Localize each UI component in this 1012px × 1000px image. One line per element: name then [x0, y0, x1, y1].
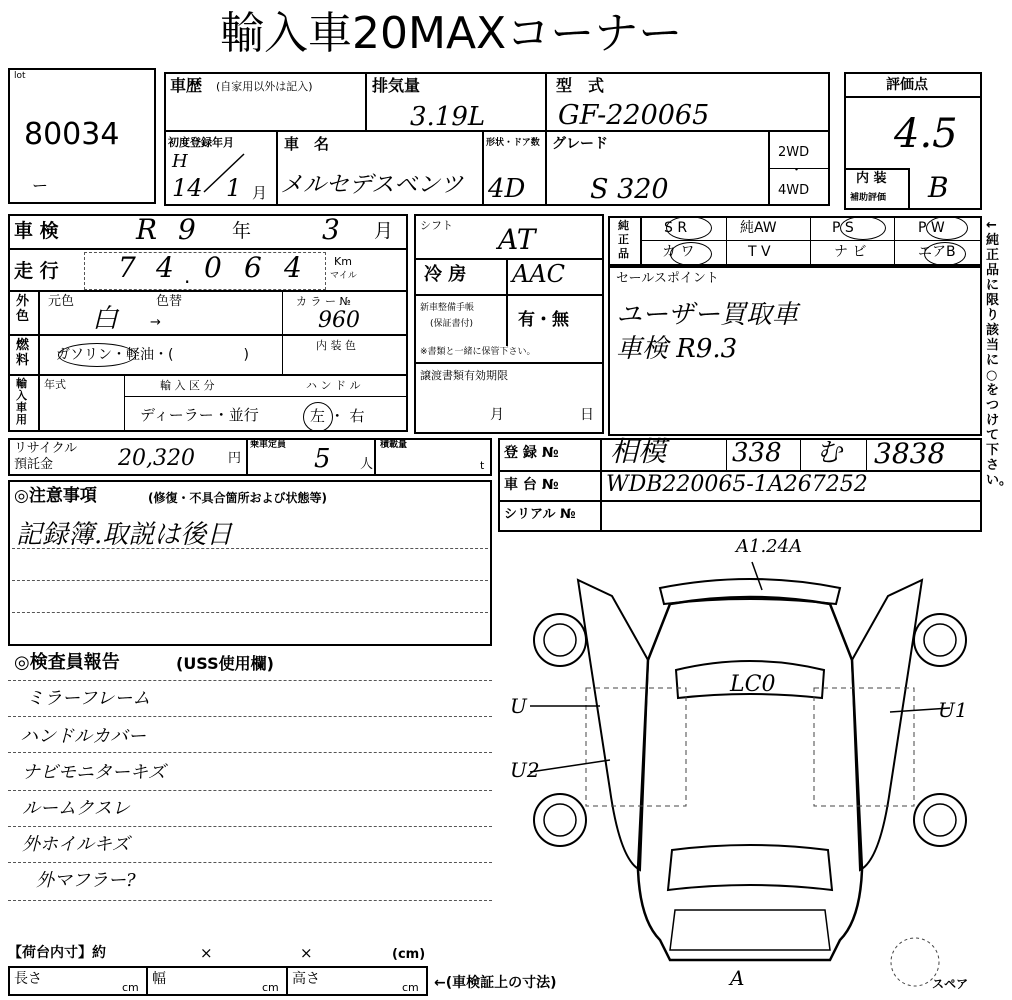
doors-label: 形状・ドア数 [486, 138, 540, 148]
interior-label-top: 内 装 [856, 171, 887, 186]
cargo-width-unit: cm [262, 981, 279, 994]
mileage-digit-5: 4 [284, 251, 302, 284]
diagram-front-mark: A1.24A [736, 536, 803, 557]
manual-label-top: 新車整備手帳 [420, 303, 475, 313]
score-label: 評価点 [886, 77, 928, 93]
mileage-label: 走 行 [14, 260, 59, 282]
genuine-sr-circle [666, 216, 712, 240]
displacement-value: 3.19L [410, 102, 486, 132]
mileage-digit-4: 6 [244, 251, 262, 284]
genuine-airbag: エアB [918, 244, 956, 260]
page-title: 輸入車20MAXコーナー [220, 8, 683, 59]
transfer-month: 月 [490, 407, 504, 423]
import-type-value: ディーラー・並行 [140, 406, 259, 424]
diagram-roof-mark: LC0 [730, 672, 776, 697]
grade-label: グレード [552, 136, 608, 152]
chassis-value: WDB220065-1A267252 [606, 472, 868, 497]
lot-dash: ー [32, 176, 49, 195]
genuine-right-note: ←純正品に限り該当に○をつけて下さい。 [986, 218, 1012, 488]
inspector-line-1: ミラーフレーム [26, 688, 151, 709]
inspector-line-6: 外マフラー? [36, 870, 136, 891]
genuine-aw: 純AW [740, 220, 777, 236]
first-reg-label: 初度登録年月 [168, 136, 234, 149]
genuine-tv: T V [748, 244, 771, 260]
sales-point-line2: 車検 R9.3 [616, 334, 738, 364]
fuel-options: ガソリン・軽油・( ) [56, 347, 249, 363]
first-reg-slash [200, 148, 250, 202]
load-label: 積載量 [380, 440, 408, 450]
first-reg-month: 1 [226, 174, 242, 202]
mileage-digit-2: 4 [156, 251, 174, 284]
genuine-kawa: カ ワ [662, 244, 695, 260]
fuel-label: 燃料 [16, 338, 30, 368]
cargo-length-label: 長さ [14, 971, 42, 987]
car-diagram [500, 536, 1000, 1000]
mileage-digit-3: 0 [204, 251, 222, 284]
inspection-label: 車 検 [14, 220, 59, 242]
genuine-kawa-circle [670, 242, 712, 266]
inspector-line-2: ハンドルカバー [20, 726, 146, 747]
sales-point-label: セールスポイント [616, 271, 719, 286]
ac-label: 冷 房 [424, 264, 467, 285]
cargo-unit: (cm) [392, 947, 426, 962]
registration-kana: む [816, 438, 843, 468]
diagram-left-mark-2: U2 [510, 758, 540, 782]
registration-class: 338 [732, 438, 782, 468]
manual-value: 有・無 [518, 310, 569, 330]
diagram-rear-mark: A [730, 966, 745, 990]
genuine-airbag-circle [924, 242, 966, 266]
cargo-height-label: 高さ [292, 971, 320, 987]
genuine-sr: S R [664, 220, 688, 236]
cargo-x1: × [200, 944, 213, 962]
notes-sub: (修復・不具合箇所および状態等) [148, 491, 327, 505]
ac-value: AAC [512, 260, 566, 288]
inspection-month-unit: 月 [374, 220, 394, 242]
import-type-label: 輸 入 区 分 [160, 379, 215, 392]
manual-note: ※書類と一緒に保管下さい。 [420, 347, 536, 357]
manual-label-bottom: (保証書付) [430, 319, 474, 329]
recycle-label-bottom: 預託金 [14, 457, 54, 472]
genuine-ps-circle [840, 216, 886, 240]
lot-box [8, 68, 156, 204]
interior-label-bottom: 補助評価 [850, 193, 887, 203]
capacity-label: 乗車定員 [250, 440, 287, 450]
car-name-label: 車 名 [284, 135, 330, 153]
exterior-orig-label: 元色 [48, 294, 75, 309]
cargo-label: 【荷台内寸】約 [8, 945, 106, 961]
model-code-label: 型 式 [556, 76, 605, 95]
load-unit: t [480, 459, 485, 472]
score-value: 4.5 [894, 111, 958, 157]
inspector-label: ◎検査員報告 [14, 652, 120, 673]
color-no-label: カ ラ ー № [296, 295, 351, 308]
chassis-label: 車 台 № [504, 477, 559, 493]
inspector-line-4: ルームクスレ [22, 798, 130, 819]
cargo-width-label: 幅 [152, 971, 166, 987]
genuine-side-label: 純正品 [618, 219, 629, 260]
color-no-value: 960 [318, 308, 360, 333]
interior-value: B [928, 171, 949, 204]
handle-label: ハ ン ド ル [306, 379, 361, 392]
transfer-day: 日 [580, 407, 594, 423]
capacity-unit: 人 [360, 457, 374, 472]
genuine-ps: P S [832, 220, 854, 236]
diagram-left-mark-1: U [510, 694, 527, 718]
mileage-unit-bottom: マイル [330, 271, 357, 281]
drive-4wd: 4WD [778, 183, 810, 198]
recycle-label-top: リサイクル [14, 441, 78, 456]
interior-color-label: 内 装 色 [316, 339, 356, 352]
cargo-x2: × [300, 944, 313, 962]
notes-line1: 記録簿.取説は後日 [16, 520, 233, 550]
lot-number: 80034 [24, 117, 120, 152]
handle-value: 左 ・ 右 [310, 407, 365, 425]
cargo-length-unit: cm [122, 981, 139, 994]
sales-point-line1: ユーザー買取車 [616, 300, 799, 330]
registration-number: 3838 [874, 437, 946, 470]
exterior-change-label: 色替 [156, 294, 183, 309]
recycle-value: 20,320 [118, 446, 195, 471]
notes-label: ◎注意事項 [14, 486, 97, 506]
drive-2wd: 2WD [778, 145, 810, 160]
import-label: 輸入車用 [16, 377, 27, 426]
drive-dot: ・ [790, 163, 804, 178]
mileage-unit-top: Km [334, 255, 352, 268]
inspection-year: 9 [178, 213, 196, 246]
car-name-value: メルセデスベンツ [280, 172, 464, 198]
diagram-spare-label: スペア [932, 977, 969, 991]
doors-value: 4D [488, 174, 526, 204]
cargo-grid [8, 966, 428, 996]
first-reg-year: 14 [172, 174, 203, 202]
import-year-label: 年式 [44, 378, 66, 391]
cargo-note: ←(車検証上の寸法) [434, 975, 557, 991]
displacement-label: 排気量 [372, 76, 421, 95]
transfer-label: 譲渡書類有効期限 [420, 369, 508, 382]
registration-area: 相模 [610, 435, 667, 468]
model-code-value: GF-220065 [558, 100, 710, 131]
registration-label: 登 録 № [504, 445, 559, 461]
mileage-digit-1: 7 [118, 251, 136, 284]
first-reg-month-unit: 月 [252, 184, 268, 202]
inspection-month: 3 [322, 213, 340, 246]
inspector-line-3: ナビモニターキズ [22, 762, 166, 783]
grade-value: S 320 [590, 174, 669, 205]
cargo-height-unit: cm [402, 981, 419, 994]
genuine-navi: ナ ビ [834, 244, 867, 260]
diagram-right-mark-1: U1 [938, 698, 968, 722]
exterior-orig-value: 白 [92, 304, 119, 334]
genuine-pw: P W [918, 220, 945, 236]
first-reg-era: H [172, 151, 188, 172]
mileage-separator: . [184, 264, 191, 288]
inspection-era: R [136, 213, 158, 246]
exterior-label: 外色 [16, 294, 30, 324]
exterior-arrow: → [150, 315, 161, 330]
history-label: 車歴 [170, 76, 203, 95]
inspector-sub: (USS使用欄) [176, 654, 274, 673]
lot-corner-mark: lot [14, 71, 26, 81]
genuine-pw-circle [926, 216, 968, 240]
inspection-year-unit: 年 [232, 220, 252, 242]
serial-label: シリアル № [504, 507, 576, 522]
shift-value: AT [498, 223, 536, 256]
inspector-line-5: 外ホイルキズ [22, 834, 130, 855]
recycle-unit: 円 [228, 451, 242, 466]
history-note: (自家用以外は記入) [216, 80, 313, 93]
capacity-value: 5 [314, 444, 331, 474]
shift-label: シフト [420, 219, 453, 232]
